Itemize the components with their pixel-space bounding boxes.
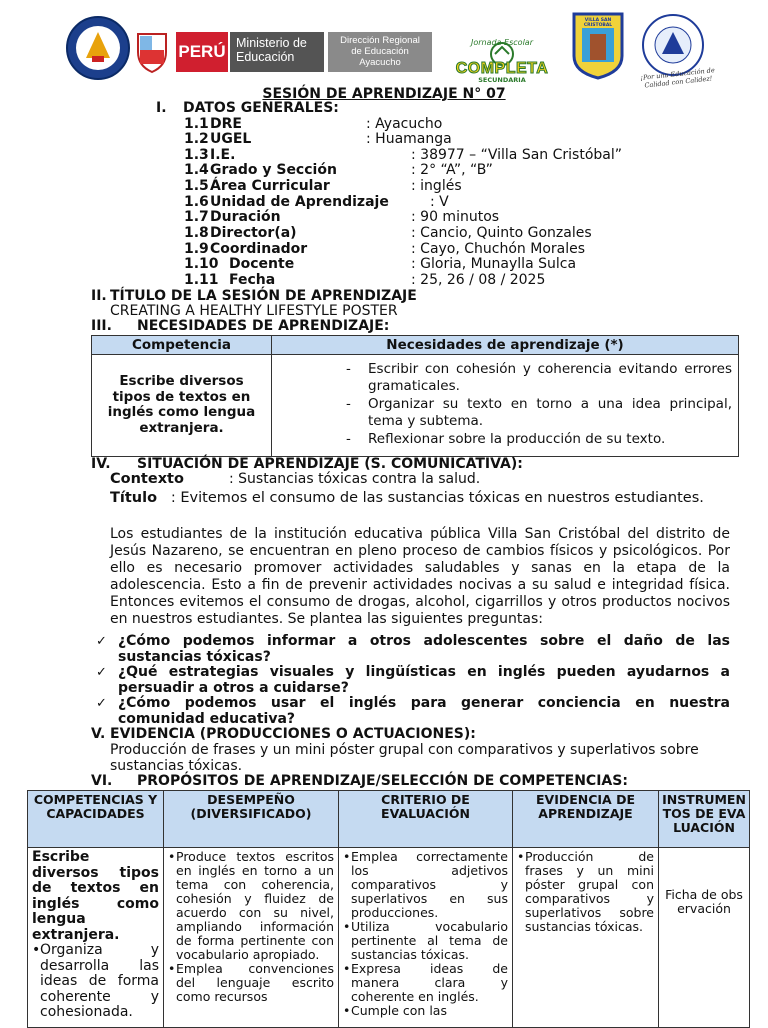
peru-brand-box: PERÚ <box>176 32 228 72</box>
row-number: 1.8 <box>184 225 209 241</box>
list-item: • Cumple con las <box>343 1004 508 1018</box>
situation-body: Los estudiantes de la institución educativa pública Villa San Cristóbal del distrito de Jesús Nazareno, se encuentran en pleno proceso de cambios físicos y psicológicos. Por ello es necesario promover actividades saludables y sanas en la etapa de la adolescencia. Esto a fin de prevenir actividades nocivas a su salud e integridad física. Entonces evitemos el consumo de drogas, alcohol, cigarrillos y otros productos nocivos en nuestros estudiantes. Se plantea las siguientes preguntas: <box>110 526 730 627</box>
needs-table <box>91 335 739 457</box>
jec-sub-text: SECUNDARIA <box>478 76 526 84</box>
session-title-text: CREATING A HEALTHY LIFESTYLE POSTER <box>110 303 398 319</box>
gestion-seal-logo <box>642 14 704 76</box>
instrumento-cell: Ficha de observación <box>659 848 750 1028</box>
row-number: 1.1 <box>184 116 209 132</box>
row-label: Coordinador <box>210 241 308 257</box>
row-value: : V <box>430 194 449 210</box>
list-item: • Emplea convenciones del lenguaje escrito como recursos <box>168 962 334 1004</box>
evidencia-cell <box>513 848 659 1028</box>
col-desempeno: DESEMPEÑO (DIVERSIFICADO) <box>164 791 339 848</box>
needs-list <box>342 361 732 448</box>
section-3-heading: NECESIDADES DE APRENDIZAJE: <box>137 318 390 334</box>
evidencia-list <box>517 850 654 934</box>
section-4-heading: SITUACIÓN DE APRENDIZAJE (S. COMUNICATIVA): <box>137 456 523 472</box>
section-1-number: I. <box>156 100 167 116</box>
row-label: UGEL <box>210 131 252 147</box>
list-item: • Organiza y desarrolla las ideas de forma coherente y cohesionada. <box>32 943 159 1021</box>
ugel-seal-logo <box>66 16 130 80</box>
list-item: - Reflexionar sobre la producción de su texto. <box>342 431 732 448</box>
row-value: : 90 minutos <box>411 209 500 225</box>
needs-competencia-cell: Escribe diversos tipos de textos en inglés como lengua extranjera. <box>92 355 272 457</box>
row-label: I.E. <box>210 147 236 163</box>
row-number: 1.5 <box>184 178 209 194</box>
row-label: Duración <box>210 209 281 225</box>
section-6-heading: PROPÓSITOS DE APRENDIZAJE/SELECCIÓN DE COMPETENCIAS: <box>137 773 628 789</box>
row-value: : Cancio, Quinto Gonzales <box>411 225 592 241</box>
section-3-number: III. <box>91 318 112 334</box>
desempeno-list <box>168 850 334 1004</box>
row-value: : 2° “A”, “B” <box>411 162 493 178</box>
ministerio-logo: Ministerio de Educación <box>230 32 324 72</box>
criterio-cell <box>339 848 513 1028</box>
evidence-text: Producción de frases y un mini póster grupal con comparativos y superlativos sobre sustancias tóxicas. <box>110 742 699 774</box>
table-row <box>28 848 750 1028</box>
checkmark-icon: ✓ <box>96 634 107 649</box>
desempeno-cell <box>164 848 339 1028</box>
competencies-table-header <box>28 791 750 848</box>
slogan-text: ¡Por una Educación de Calidad con Calidez! <box>640 66 716 90</box>
jec-logo <box>442 40 562 84</box>
table-row <box>92 355 739 457</box>
list-item: - Organizar su texto en torno a una idea principal, tema y subtema. <box>342 396 732 429</box>
list-item: • Producción de frases y un mini póster grupal con comparativos y superlativos sobre sustancias tóxicas. <box>517 850 654 934</box>
competencia-text: Escribe diversos tipos de textos en inglés como lengua extranjera. <box>32 849 159 943</box>
row-number: 1.2 <box>184 131 209 147</box>
needs-col-necesidades: Necesidades de aprendizaje (*) <box>272 336 739 355</box>
list-item: • Emplea correctamente los adjetivos comparativos y superlativos en sus producciones. <box>343 850 508 920</box>
section-6-number: VI. <box>91 773 113 789</box>
dre-logo: Dirección Regional de Educación Ayacucho <box>328 32 432 72</box>
row-label: Docente <box>229 256 295 272</box>
row-number: 1.11 <box>184 272 219 288</box>
col-evidencia: EVIDENCIA DE APRENDIZAJE <box>513 791 659 848</box>
titulo-paragraph <box>110 490 730 507</box>
row-label: Unidad de Aprendizaje <box>210 194 389 210</box>
row-value: : 25, 26 / 08 / 2025 <box>411 272 546 288</box>
row-number: 1.10 <box>184 256 219 272</box>
jec-top-text: Jornada Escolar <box>471 38 533 47</box>
question-3: ¿Cómo podemos usar el inglés para generar conciencia en nuestra comunidad educativa? <box>118 695 730 727</box>
checkmark-icon: ✓ <box>96 665 107 680</box>
col-competencias: COMPETENCIAS Y CAPACIDADES <box>28 791 164 848</box>
peru-shield-logo <box>134 28 170 74</box>
row-label: Grado y Sección <box>210 162 337 178</box>
criterio-list <box>343 850 508 1018</box>
needs-col-competencia: Competencia <box>92 336 272 355</box>
school-shield-logo <box>572 12 624 80</box>
row-label: DRE <box>210 116 242 132</box>
section-2-number: II. <box>91 288 107 304</box>
row-label: Fecha <box>229 272 276 288</box>
titulo-value: : Evitemos el consumo de las sustancias tóxicas en nuestros estudiantes. <box>170 490 704 506</box>
section-1-heading: DATOS GENERALES: <box>183 100 339 116</box>
row-number: 1.6 <box>184 194 209 210</box>
list-item: • Utiliza vocabulario pertinente al tema de sustancias tóxicas. <box>343 920 508 962</box>
row-number: 1.7 <box>184 209 209 225</box>
list-item: • Expresa ideas de manera clara y coherente en inglés. <box>343 962 508 1004</box>
page-title: SESIÓN DE APRENDIZAJE N° 07 <box>262 86 506 102</box>
row-value: : Cayo, Chuchón Morales <box>411 241 586 257</box>
row-value: : Ayacucho <box>366 116 443 132</box>
competencies-table <box>27 790 750 1028</box>
row-number: 1.9 <box>184 241 209 257</box>
row-value: : Gloria, Munaylla Sulca <box>411 256 577 272</box>
row-number: 1.3 <box>184 147 209 163</box>
row-label: Área Curricular <box>210 178 330 194</box>
section-5-number: V. <box>91 726 106 742</box>
competencias-cell <box>28 848 164 1028</box>
contexto-value: : Sustancias tóxicas contra la salud. <box>229 471 481 487</box>
header-logos <box>0 8 768 88</box>
row-value: : 38977 – “Villa San Cristóbal” <box>411 147 622 163</box>
question-2: ¿Qué estrategias visuales y lingüísticas en inglés pueden ayudarnos a persuadir a otros a cuidarse? <box>118 664 730 696</box>
row-value: : inglés <box>411 178 462 194</box>
list-item: - Escribir con cohesión y coherencia evitando errores gramaticales. <box>342 361 732 394</box>
list-item: • Produce textos escritos en inglés en torno a un tema con coherencia, cohesión y fluidez de acuerdo con su nivel, ampliando información de forma pertinente con vocabulario apropiado. <box>168 850 334 962</box>
question-1: ¿Cómo podemos informar a otros adolescentes sobre el daño de las sustancias tóxicas? <box>118 633 730 665</box>
capacidades-list <box>32 943 159 1021</box>
titulo-label: Título <box>110 490 158 506</box>
section-5-heading: EVIDENCIA (PRODUCCIONES O ACTUACIONES): <box>110 726 476 742</box>
needs-table-header <box>92 336 739 355</box>
needs-list-cell <box>272 355 739 457</box>
jec-main-text: COMPLETA <box>455 60 549 77</box>
row-value: : Huamanga <box>366 131 452 147</box>
checkmark-icon: ✓ <box>96 696 107 711</box>
row-label: Director(a) <box>210 225 297 241</box>
row-number: 1.4 <box>184 162 209 178</box>
col-instrumentos: INSTRUMENTOS DE EVALUACIÓN <box>659 791 750 848</box>
section-4-number: IV. <box>91 456 111 472</box>
contexto-label: Contexto <box>110 471 184 487</box>
section-2-heading: TÍTULO DE LA SESIÓN DE APRENDIZAJE <box>110 288 417 304</box>
school-name-text: VILLA SAN CRISTOBAL <box>583 18 613 28</box>
col-criterio: CRITERIO DE EVALUACIÓN <box>339 791 513 848</box>
